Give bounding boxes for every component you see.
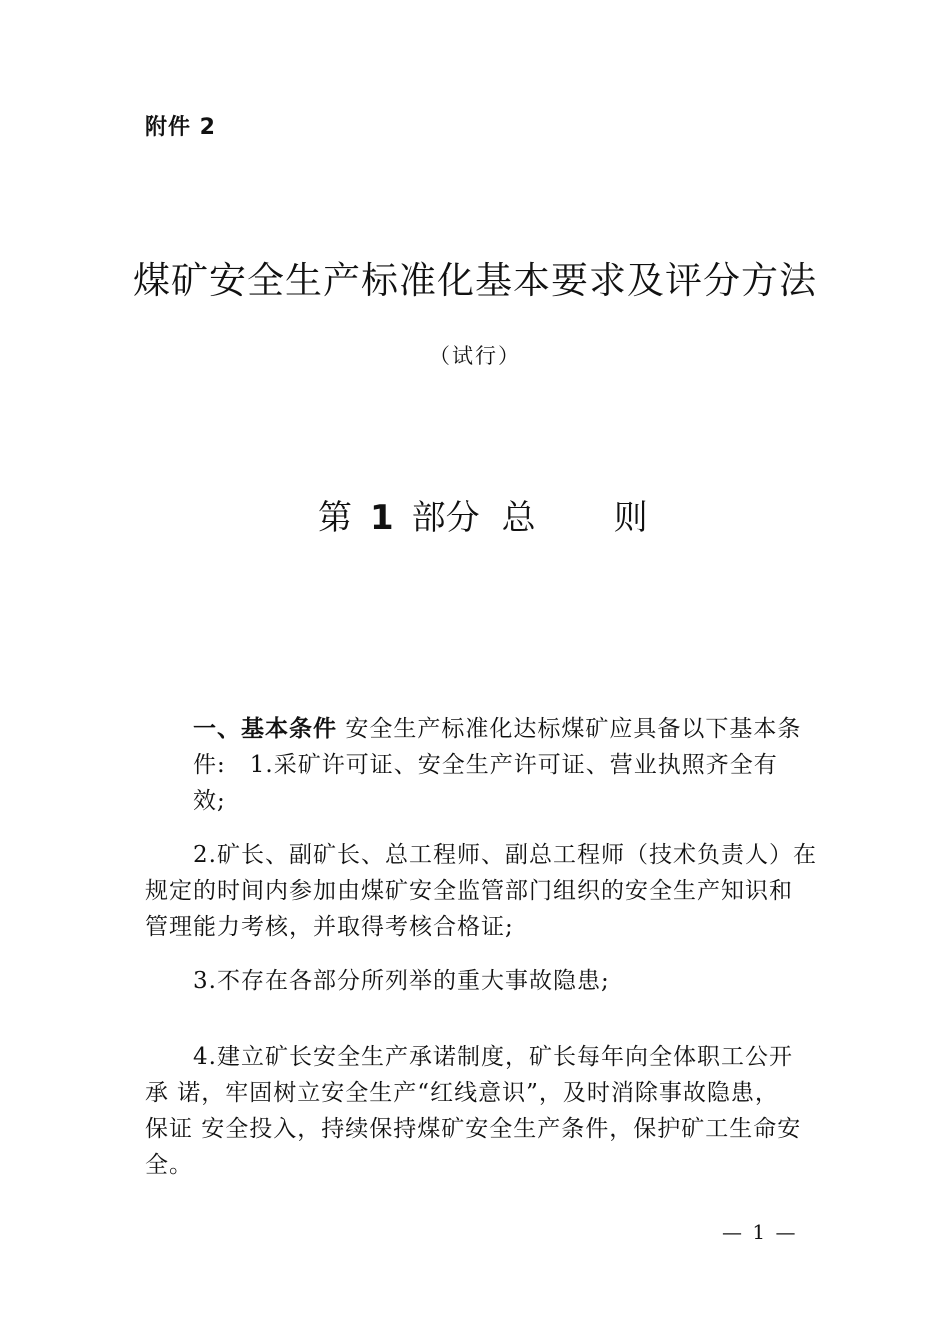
attachment-label: 附件 2 — [145, 115, 216, 140]
section1-line2: 件: 1.采矿许可证、安全生产许可证、营业执照齐全有 — [193, 752, 778, 778]
part-heading-word1: 总 — [501, 498, 536, 538]
section1-heading: 一、基本条件 — [193, 716, 337, 742]
part-heading — [318, 490, 648, 539]
part-heading-word2: 则 — [613, 498, 648, 538]
part-heading-part: 部分 — [411, 498, 480, 538]
item4-line1: 4.建立矿长安全生产承诺制度，矿长每年向全体职工公开 — [193, 1044, 793, 1070]
item2-line2: 规定的时间内参加由煤矿安全监管部门组织的安全生产知识和 — [145, 878, 793, 904]
section1-line1-text: 安全生产标准化达标煤矿应具备以下基本条 — [345, 716, 802, 742]
part-heading-number: 1 — [370, 498, 394, 538]
item2-line3: 管理能力考核，并取得考核合格证; — [145, 914, 514, 940]
item2-line1: 2.矿长、副矿长、总工程师、副总工程师（技术负责人）在 — [193, 842, 817, 868]
item4-line2: 承 诺，牢固树立安全生产“红线意识”，及时消除事故隐患， — [145, 1080, 779, 1106]
item4-line3: 保证 安全投入，持续保持煤矿安全生产条件，保护矿工生命安 — [145, 1116, 802, 1142]
section1-line3: 效; — [193, 788, 226, 814]
part-heading-prefix: 第 — [318, 498, 352, 538]
document-subtitle: （试行） — [429, 344, 521, 368]
section1-line1 — [193, 710, 801, 743]
item4-line4: 全。 — [145, 1152, 193, 1178]
item3-line1: 3.不存在各部分所列举的重大事故隐患; — [193, 968, 610, 994]
document-title: 煤矿安全生产标准化基本要求及评分方法 — [133, 259, 817, 302]
page-number: — 1 — — [722, 1220, 798, 1244]
